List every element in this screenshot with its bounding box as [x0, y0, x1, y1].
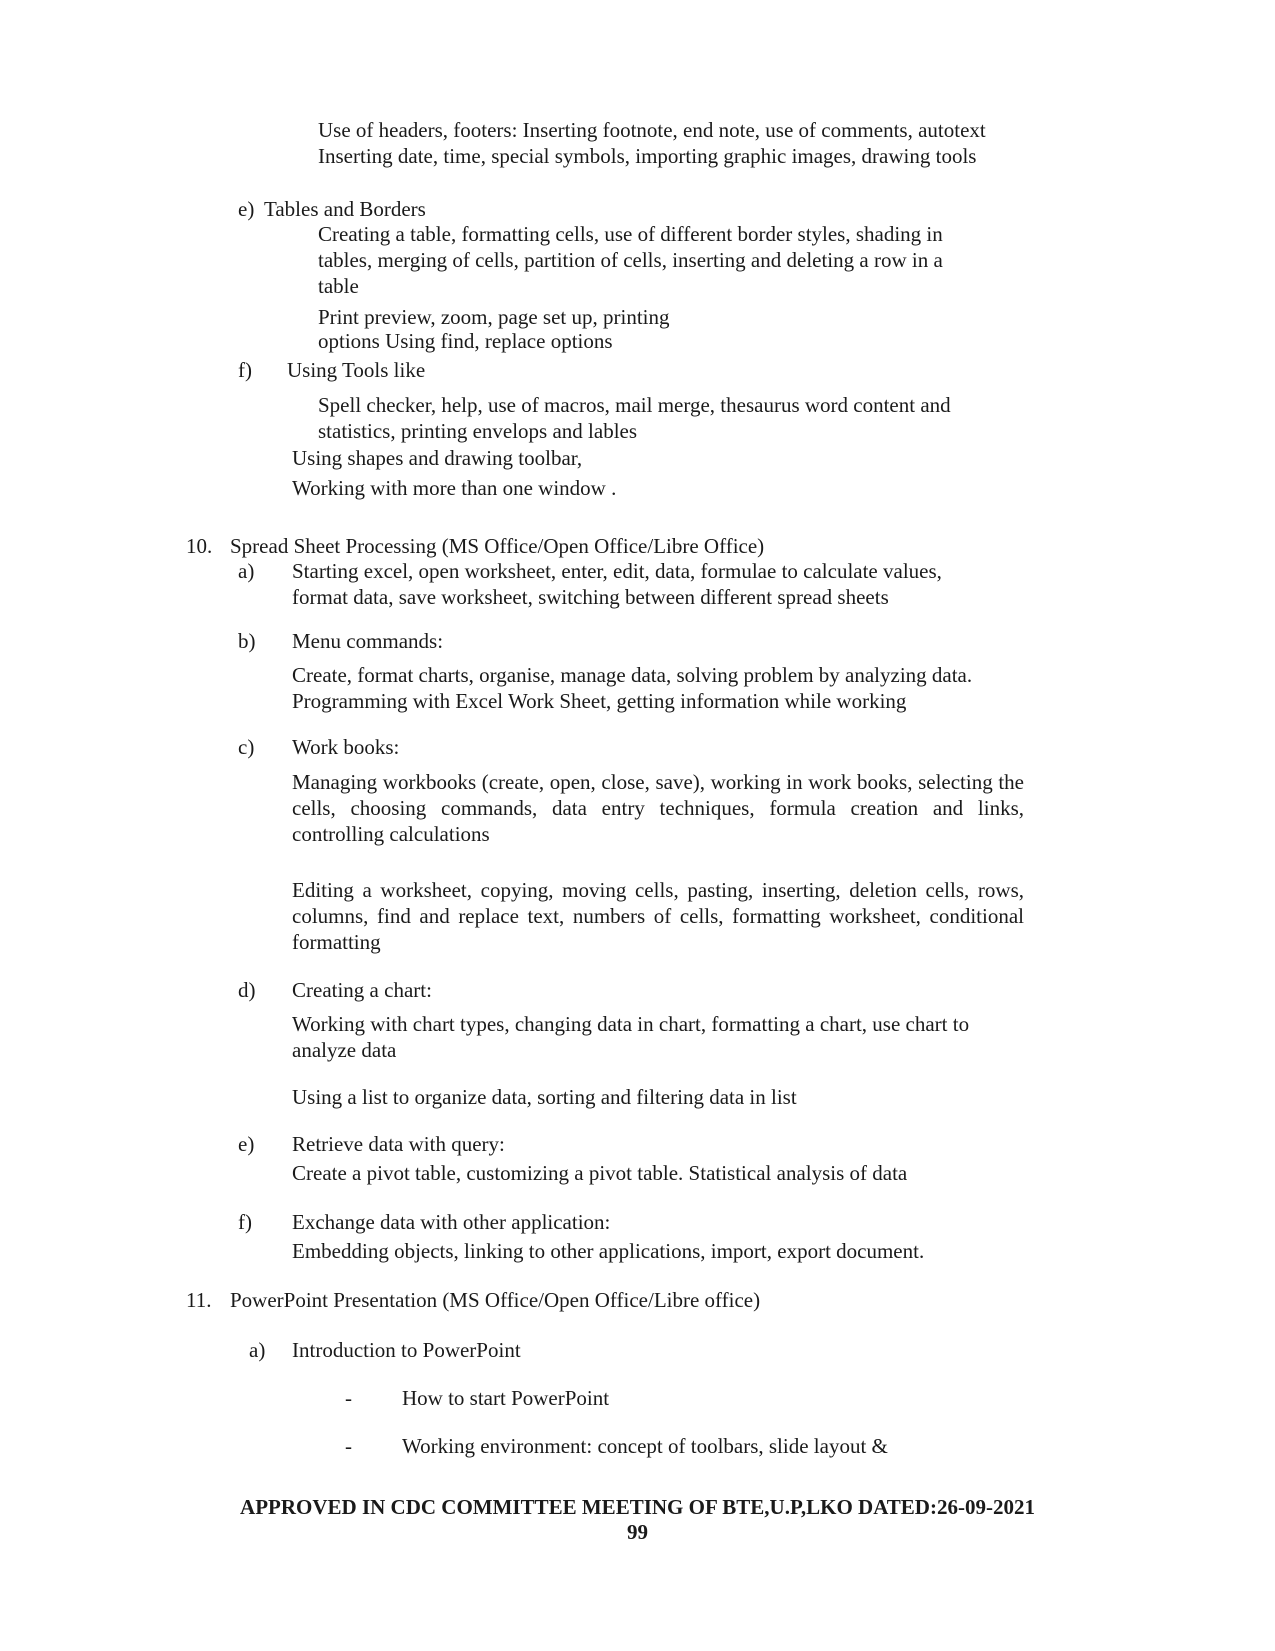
creating-chart-title: Creating a chart: — [292, 978, 432, 1002]
s10-b-marker: b) — [238, 629, 256, 653]
s10-a-text: Starting excel, open worksheet, enter, edit, data, formulae to calculate values, format data, save worksheet, switching between different spread sheets — [292, 559, 942, 609]
headers-footers-text: Use of headers, footers: Inserting footnote, end note, use of comments, autotext Inserting date, time, special symbols, importing graphic images, drawing tools — [318, 118, 986, 168]
creating-chart-text-1: Working with chart types, changing data in chart, formatting a chart, use chart to analyze data — [292, 1012, 970, 1062]
spell-checker-text: Spell checker, help, use of macros, mail merge, thesaurus word content and statistics, printing envelops and lables — [318, 393, 951, 443]
retrieve-query-text: Create a pivot table, customizing a pivot table. Statistical analysis of data — [292, 1161, 908, 1185]
section-10-number: 10. — [186, 534, 213, 558]
approval-footer: APPROVED IN CDC COMMITTEE MEETING OF BTE,U.P,LKO DATED:26-09-2021 — [240, 1495, 1035, 1519]
dash-bullet-2: - — [345, 1434, 352, 1458]
start-powerpoint-item: How to start PowerPoint — [402, 1386, 610, 1410]
s10-c-marker: c) — [238, 735, 255, 759]
print-preview-line1: Print preview, zoom, page set up, printing — [318, 305, 670, 329]
print-preview-line2: options Using find, replace options — [318, 329, 613, 353]
retrieve-query-title: Retrieve data with query: — [292, 1132, 505, 1156]
tables-borders-title: Tables and Borders — [264, 197, 426, 221]
shapes-line: Using shapes and drawing toolbar, — [292, 446, 583, 470]
item-f-marker: f) — [238, 358, 252, 382]
section-11-title: PowerPoint Presentation (MS Office/Open Office/Libre office) — [230, 1288, 761, 1312]
s11-a-marker: a) — [249, 1338, 266, 1362]
item-e-marker: e) — [238, 197, 255, 221]
working-environment-item: Working environment: concept of toolbars, slide layout & — [402, 1434, 888, 1458]
tables-borders-text: Creating a table, formatting cells, use of different border styles, shading in tables, merging of cells, partition of cells, inserting and deleting a row in a table — [318, 222, 943, 298]
work-books-title: Work books: — [292, 735, 400, 759]
s10-e-marker: e) — [238, 1132, 255, 1156]
window-line: Working with more than one window . — [292, 476, 617, 500]
s10-d-marker: d) — [238, 978, 256, 1002]
s10-f-marker: f) — [238, 1210, 252, 1234]
creating-chart-text-2: Using a list to organize data, sorting and filtering data in list — [292, 1085, 797, 1109]
work-books-text-2: Editing a worksheet, copying, moving cells, pasting, inserting, deletion cells, rows, columns, find and replace text, numbers of cells, formatting worksheet, conditional formatting — [292, 878, 1024, 954]
menu-commands-text: Create, format charts, organise, manage data, solving problem by analyzing data. Programming with Excel Work Sheet, getting information while working — [292, 663, 973, 713]
dash-bullet-1: - — [345, 1386, 352, 1410]
page-number: 99 — [627, 1520, 648, 1544]
work-books-text-1: Managing workbooks (create, open, close, save), working in work books, selecting the cells, choosing commands, data entry techniques, formula creation and links, controlling calculations — [292, 770, 1024, 846]
intro-powerpoint-title: Introduction to PowerPoint — [292, 1338, 521, 1362]
exchange-data-text: Embedding objects, linking to other applications, import, export document. — [292, 1239, 925, 1263]
menu-commands-title: Menu commands: — [292, 629, 444, 653]
exchange-data-title: Exchange data with other application: — [292, 1210, 611, 1234]
section-11-number: 11. — [186, 1288, 212, 1312]
s10-a-marker: a) — [238, 559, 255, 583]
section-10-title: Spread Sheet Processing (MS Office/Open Office/Libre Office) — [230, 534, 765, 558]
using-tools-title: Using Tools like — [287, 358, 426, 382]
